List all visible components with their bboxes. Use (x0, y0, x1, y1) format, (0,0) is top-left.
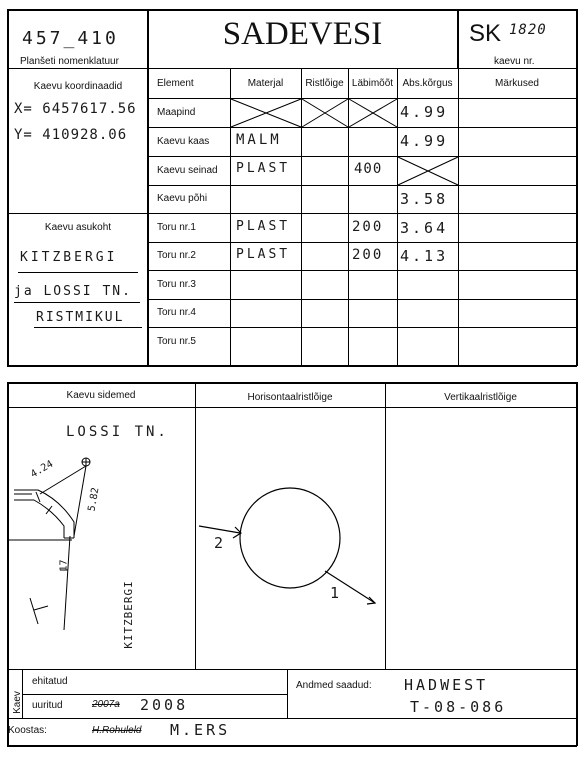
cell-labimoot-toru-2: 200 (352, 247, 384, 263)
well-prefix: SK (469, 20, 502, 47)
col-header-markused: Märkused (495, 78, 539, 89)
row-element-toru-3: Toru nr.3 (157, 279, 196, 290)
coords-label: Kaevu koordinaadid (33, 81, 123, 92)
cell-labimoot-toru-1: 200 (352, 219, 384, 235)
data-from-value: HADWEST (404, 676, 489, 694)
row-element-toru-2: Toru nr.2 (157, 250, 196, 261)
coord-y: Y= 410928.06 (14, 127, 128, 143)
location-line-1: KITZBERGI (20, 250, 118, 265)
cell-materjal-toru-2: PLAST (236, 247, 291, 262)
cell-abs-kaevu-pohi: 3.58 (400, 190, 449, 208)
pipe-in-number: 2 (214, 534, 227, 552)
location-line-2: ja LOSSI TN. (14, 284, 132, 299)
compiler-value: M.ERS (170, 721, 231, 739)
row-element-kaevu-kaas: Kaevu kaas (157, 136, 210, 147)
cell-abs-maapind: 4.99 (400, 103, 449, 121)
section-vertical-label: Vertikaalristlõige (444, 392, 517, 403)
surveyed-struck: 2007a (92, 699, 120, 710)
compiler-label: Koostas: (8, 725, 47, 736)
sketch-street-side: KITZBERGI (121, 580, 135, 649)
sketch-dim-b: 5.82 (86, 486, 102, 513)
sketch-dim-c: 17 (58, 559, 70, 572)
row-element-toru-1: Toru nr.1 (157, 222, 196, 233)
cell-labimoot-kaevu-seinad: 400 (354, 161, 383, 177)
row-element-maapind: Maapind (157, 107, 196, 118)
row-element-toru-5: Toru nr.5 (157, 336, 196, 347)
data-from-label: Andmed saadud: (296, 680, 372, 691)
map-sheet-label: Planšeti nomenklatuur (20, 56, 119, 67)
kaev-label: Kaev (11, 691, 23, 714)
cell-abs-toru-1: 3.64 (400, 219, 449, 237)
row-element-kaevu-pohi: Kaevu põhi (157, 193, 208, 204)
cell-abs-toru-2: 4.13 (400, 247, 449, 265)
pipe-out-number: 1 (330, 584, 343, 602)
row-element-kaevu-seinad: Kaevu seinad (157, 165, 218, 176)
cell-abs-kaevu-kaas: 4.99 (400, 132, 449, 150)
col-header-element: Element (157, 78, 194, 89)
section-horizontal-label: Horisontaalristlõige (247, 392, 333, 403)
page-title: SADEVESI (222, 16, 383, 52)
row-element-toru-4: Toru nr.4 (157, 307, 196, 318)
map-sheet-number: 457_410 (22, 28, 119, 49)
surveyed-year: 2008 (140, 696, 189, 714)
built-label: ehitatud (32, 676, 68, 687)
coord-x: X= 6457617.56 (14, 101, 137, 117)
col-header-labimoot: Läbimõõt (351, 78, 394, 89)
col-header-materjal: Materjal (247, 78, 284, 89)
well-nr-label: kaevu nr. (494, 56, 535, 67)
location-line-3: RISTMIKUL (36, 310, 125, 325)
well-number: 1820 (509, 22, 547, 38)
col-header-abs-korgus: Abs.kõrgus (402, 78, 453, 89)
sketch-dim-a: 4.24 (28, 458, 56, 481)
compiler-struck: H.Rohuleld (92, 725, 142, 736)
surveyed-label: uuritud (32, 700, 63, 711)
cell-materjal-kaevu-seinad: PLAST (236, 161, 291, 176)
data-ref-value: T-08-086 (410, 698, 507, 716)
col-header-ristloige: Ristlõige (305, 78, 344, 89)
section-links-label: Kaevu sidemed (66, 390, 136, 401)
sketch-street-top: LOSSI TN. (66, 424, 169, 440)
cell-materjal-kaevu-kaas: MALM (236, 132, 282, 148)
location-label: Kaevu asukoht (44, 222, 112, 233)
cell-materjal-toru-1: PLAST (236, 219, 291, 234)
